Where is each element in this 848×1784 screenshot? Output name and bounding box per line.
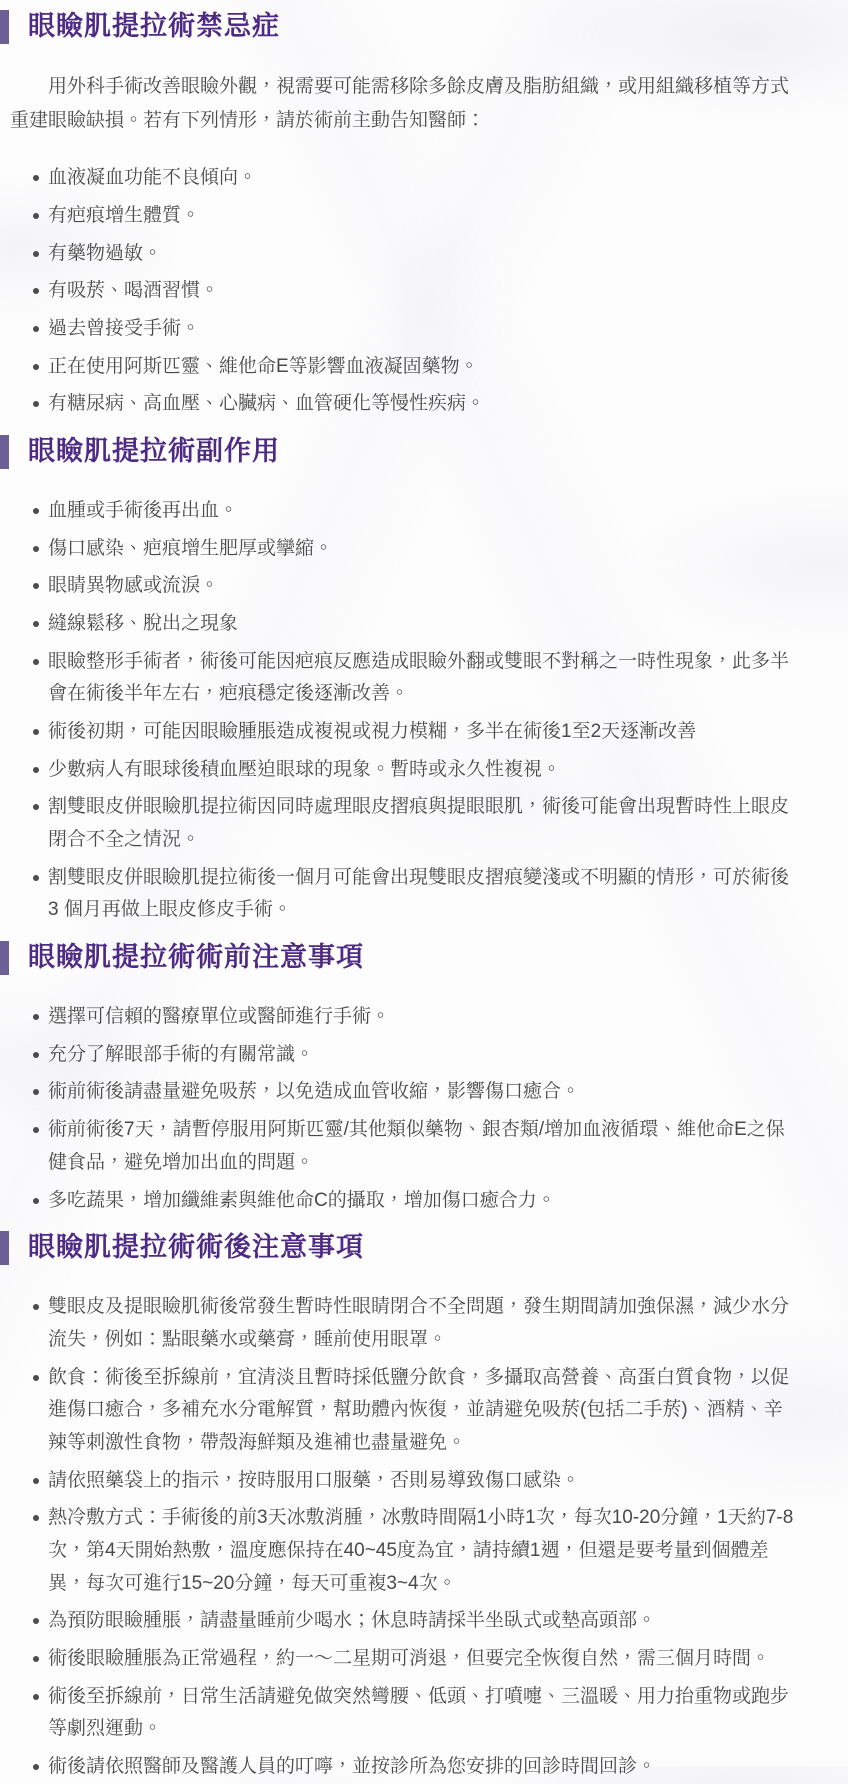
section-contraindications (0, 10, 798, 421)
list-item: 熱冷敷方式：手術後的前3天冰敷消腫，冰敷時間隔1小時1次，每次10-20分鐘，1天約7-8次，第4天開始熱敷，溫度應保持在40~45度為宜，請持續1週，但還是要考量到個體差異，每次可進行15~20分鐘，每天可重複3~4次。 (48, 1502, 798, 1600)
bullet-list (0, 1291, 798, 1783)
list-item: 飲食：術後至拆線前，宜清淡且暫時採低鹽分飲食，多攝取高營養、高蛋白質食物，以促進傷口癒合，多補充水分電解質，幫助體內恢復，並請避免吸菸(包括二手菸)、酒精、辛辣等刺激性食物，帶殼海鮮類及進補也盡量避免。 (48, 1362, 798, 1460)
list-item: 術前術後請盡量避免吸菸，以免造成血管收縮，影響傷口癒合。 (48, 1076, 798, 1109)
bullet-list (0, 1001, 798, 1217)
list-item: 割雙眼皮併眼瞼肌提拉術因同時處理眼皮摺痕與提眼眼肌，術後可能會出現暫時性上眼皮閉合不全之情況。 (48, 791, 798, 856)
list-item: 眼睛異物感或流淚。 (48, 570, 798, 603)
list-item: 血腫或手術後再出血。 (48, 495, 798, 528)
section-title: 眼瞼肌提拉術禁忌症 (28, 11, 280, 42)
list-item: 雙眼皮及提眼瞼肌術後常發生暫時性眼睛閉合不全問題，發生期間請加強保濕，減少水分流失，例如：點眼藥水或藥膏，睡前使用眼罩。 (48, 1291, 798, 1356)
list-item: 多吃蔬果，增加纖維素與維他命C的攝取，增加傷口癒合力。 (48, 1185, 798, 1218)
section-heading (0, 10, 798, 44)
bullet-list (0, 162, 798, 421)
list-item: 縫線鬆移、脫出之現象 (48, 608, 798, 641)
list-item: 充分了解眼部手術的有關常識。 (48, 1039, 798, 1072)
list-item: 有藥物過敏。 (48, 238, 798, 271)
list-item: 割雙眼皮併眼瞼肌提拉術後一個月可能會出現雙眼皮摺痕變淺或不明顯的情形，可於術後 3 個月再做上眼皮修皮手術。 (48, 862, 798, 927)
heading-accent-bar (0, 10, 9, 44)
bullet-list (0, 495, 798, 927)
section-title: 眼瞼肌提拉術副作用 (28, 436, 280, 467)
list-item: 有糖尿病、高血壓、心臟病、血管硬化等慢性疾病。 (48, 388, 798, 421)
list-item: 選擇可信賴的醫療單位或醫師進行手術。 (48, 1001, 798, 1034)
section-pre-op-notes (0, 941, 798, 1217)
list-item: 眼瞼整形手術者，術後可能因疤痕反應造成眼瞼外翻或雙眼不對稱之一時性現象，此多半會在術後半年左右，疤痕穩定後逐漸改善。 (48, 646, 798, 711)
heading-accent-bar (0, 941, 9, 975)
list-item: 有吸菸、喝酒習慣。 (48, 275, 798, 308)
list-item: 術後至拆線前，日常生活請避免做突然彎腰、低頭、打噴嚏、三溫暖、用力抬重物或跑步等劇烈運動。 (48, 1681, 798, 1746)
list-item: 術前術後7天，請暫停服用阿斯匹靈/其他類似藥物、銀杏類/增加血液循環、維他命E之保健食品，避免增加出血的問題。 (48, 1114, 798, 1179)
section-heading (0, 941, 798, 975)
list-item: 有疤痕增生體質。 (48, 200, 798, 233)
list-item: 術後初期，可能因眼瞼腫脹造成複視或視力模糊，多半在術後1至2天逐漸改善 (48, 716, 798, 749)
intro-paragraph: 用外科手術改善眼瞼外觀，視需要可能需移除多餘皮膚及脂肪組織，或用組織移植等方式重建眼瞼缺損。若有下列情形，請於術前主動告知醫師： (10, 76, 790, 132)
list-item: 血液凝血功能不良傾向。 (48, 162, 798, 195)
list-item: 傷口感染、疤痕增生肥厚或攣縮。 (48, 533, 798, 566)
section-side-effects (0, 435, 798, 927)
list-item: 術後眼瞼腫脹為正常過程，約一～二星期可消退，但要完全恢復自然，需三個月時間。 (48, 1643, 798, 1676)
list-item: 為預防眼瞼腫脹，請盡量睡前少喝水；休息時請採半坐臥式或墊高頭部。 (48, 1605, 798, 1638)
section-title: 眼瞼肌提拉術術前注意事項 (28, 942, 364, 973)
list-item: 正在使用阿斯匹靈、維他命E等影響血液凝固藥物。 (48, 351, 798, 384)
list-item: 少數病人有眼球後積血壓迫眼球的現象。暫時或永久性複視。 (48, 754, 798, 787)
heading-accent-bar (0, 1231, 9, 1265)
heading-accent-bar (0, 435, 9, 469)
list-item: 術後請依照醫師及醫護人員的叮嚀，並按診所為您安排的回診時間回診。 (48, 1751, 798, 1784)
section-heading (0, 435, 798, 469)
list-item: 請依照藥袋上的指示，按時服用口服藥，否則易導致傷口感染。 (48, 1465, 798, 1498)
section-title: 眼瞼肌提拉術術後注意事項 (28, 1232, 364, 1263)
list-item: 過去曾接受手術。 (48, 313, 798, 346)
section-heading (0, 1231, 798, 1265)
section-post-op-notes (0, 1231, 798, 1783)
